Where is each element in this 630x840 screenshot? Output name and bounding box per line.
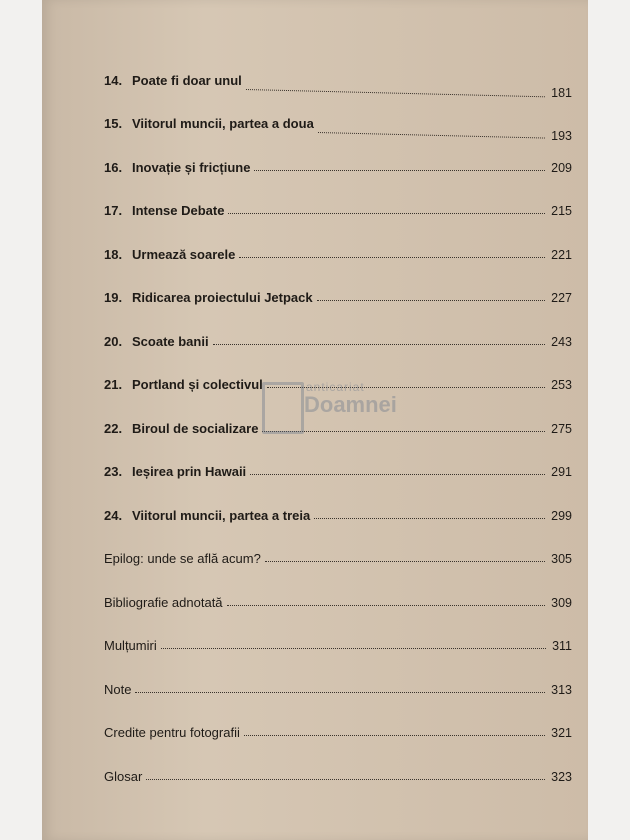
toc-entry: [104, 479, 572, 523]
toc-entry: [104, 262, 572, 306]
page-number: 227: [551, 291, 572, 305]
chapter-title: Urmează soarele: [132, 246, 236, 262]
page-number: 209: [551, 160, 572, 175]
toc-entry: [104, 44, 572, 100]
chapter-number: 20.: [104, 333, 123, 349]
toc-entry: [104, 85, 572, 143]
page-number: 181: [551, 85, 572, 100]
toc-entry: [104, 218, 572, 262]
chapter-title: Viitorul muncii, partea a doua: [132, 116, 314, 131]
dot-leader: [314, 517, 545, 519]
chapter-number: 23.: [104, 464, 123, 479]
toc-entry: [104, 697, 572, 741]
page-number: 313: [551, 682, 572, 697]
dot-leader: [239, 256, 545, 258]
chapter-title: Intense Debate: [132, 203, 225, 218]
chapter-title: Ridicarea proiectului Jetpack: [132, 290, 313, 305]
toc-entry: [104, 610, 572, 654]
watermark-logo: [262, 378, 402, 464]
chapter-number: 16.: [104, 159, 123, 175]
dot-leader: [254, 169, 545, 171]
chapter-title: Scoate banii: [132, 333, 209, 349]
dot-leader: [135, 691, 545, 693]
chapter-number: 17.: [104, 203, 123, 218]
toc-entry: [104, 566, 572, 610]
page-number: 193: [551, 129, 572, 143]
chapter-number: 18.: [104, 246, 123, 262]
page-number: 323: [551, 769, 572, 784]
section-title: Glosar: [104, 768, 143, 784]
dot-leader: [265, 560, 545, 562]
section-title: Credite pentru fotografii: [104, 725, 240, 740]
dot-leader: [228, 212, 545, 214]
dot-leader: [227, 604, 546, 606]
chapter-title: Portland și colectivul: [132, 377, 263, 392]
toc-entry: [104, 653, 572, 697]
page-number: 275: [551, 421, 572, 436]
toc-entry: [104, 523, 572, 567]
chapter-title: Ieșirea prin Hawaii: [132, 464, 247, 479]
chapter-number: 14.: [104, 72, 123, 88]
page-number: 321: [551, 726, 572, 740]
chapter-number: 15.: [104, 116, 123, 131]
chapter-title: Inovație și fricțiune: [132, 159, 251, 175]
page-number: 311: [552, 639, 572, 653]
book-icon: [262, 382, 304, 434]
dot-leader: [244, 734, 545, 736]
toc-entry: [104, 175, 572, 219]
page-number: 309: [551, 595, 572, 610]
toc-entry: [104, 740, 572, 784]
chapter-title: Poate fi doar unul: [132, 72, 242, 88]
chapter-title: Biroul de socializare: [132, 420, 259, 436]
chapter-number: 21.: [104, 377, 123, 392]
page-number: 253: [551, 378, 572, 392]
dot-leader: [213, 343, 546, 345]
dot-leader: [161, 647, 546, 649]
page-number: 243: [551, 334, 572, 349]
section-title: Bibliografie adnotată: [104, 594, 223, 610]
section-title: Mulțumiri: [104, 638, 157, 653]
chapter-number: 22.: [104, 420, 123, 436]
page-number: 215: [551, 204, 572, 218]
page-number: 305: [551, 552, 572, 566]
dot-leader: [317, 299, 546, 301]
chapter-number: 24.: [104, 507, 123, 523]
page-number: 221: [551, 247, 572, 262]
dot-leader: [250, 473, 545, 475]
section-title: Epilog: unde se află acum?: [104, 551, 261, 566]
watermark-top-text: anticariat: [306, 380, 365, 394]
dot-leader: [146, 778, 545, 780]
toc-entry: [104, 305, 572, 349]
page-number: 291: [551, 465, 572, 479]
chapter-number: 19.: [104, 290, 123, 305]
page-number: 299: [551, 508, 572, 523]
section-title: Note: [104, 681, 132, 697]
toc-entry: [104, 131, 572, 175]
watermark-main-text: Doamnei: [304, 392, 397, 417]
chapter-title: Viitorul muncii, partea a treia: [132, 507, 311, 523]
